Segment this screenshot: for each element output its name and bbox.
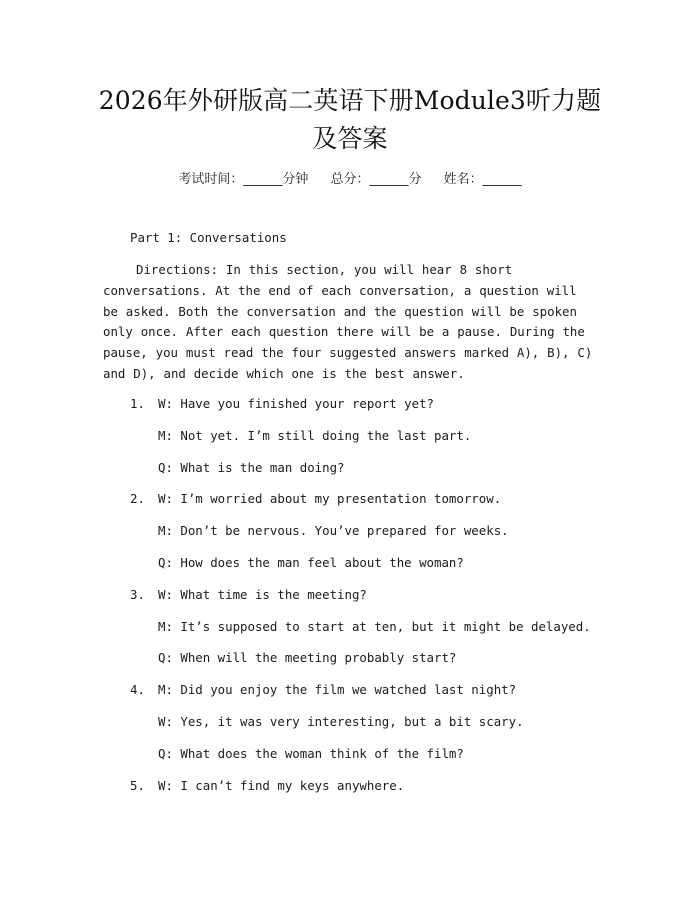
dialogue-line: M: Did you enjoy the film we watched last night? xyxy=(158,682,517,698)
question-line: Q: What is the man doing? xyxy=(158,459,345,475)
question-item xyxy=(0,491,700,586)
question-number: 1. xyxy=(130,396,145,411)
question-number: 4. xyxy=(130,682,145,698)
student-name-field: 姓名：______ xyxy=(443,172,522,187)
exam-info-line xyxy=(0,168,700,187)
question-line: Q: When will the meeting probably start? xyxy=(158,650,457,666)
dialogue-line: W: Have you finished your report yet? xyxy=(158,396,435,411)
dialogue-line: M: Not yet. I’m still doing the last part. xyxy=(158,427,472,443)
dialogue-line: W: Yes, it was very interesting, but a bit scary. xyxy=(158,713,524,729)
directions-paragraph: Directions: In this section, you will hear 8 short conversations. At the end of each conversation, a question will be asked. Both the conversation and the question will be spoken only once. After each question there will be a pause. During the pause, you must read the four suggested answers marked A), B), C) and D), and decide which one is the best answer. xyxy=(103,262,593,381)
dialogue-line: W: I’m worried about my presentation tomorrow. xyxy=(158,491,502,507)
part-heading: Part 1: Conversations xyxy=(130,230,287,245)
dialogue-line: M: Don’t be nervous. You’ve prepared for weeks. xyxy=(158,523,509,539)
question-number: 3. xyxy=(130,586,145,602)
question-item xyxy=(0,396,700,491)
question-number: 2. xyxy=(130,491,145,507)
question-line: Q: What does the woman think of the film? xyxy=(158,745,464,761)
question-line: Q: How does the man feel about the woman? xyxy=(158,554,464,570)
dialogue-line: W: I can’t find my keys anywhere. xyxy=(158,777,405,793)
total-score-field: 总分：______分 xyxy=(330,172,422,187)
document-title: 2026年外研版高二英语下册Module3听力题及答案 xyxy=(98,86,602,153)
question-item xyxy=(0,587,700,682)
exam-time-field: 考试时间：______分钟 xyxy=(178,172,309,187)
dialogue-line: W: What time is the meeting? xyxy=(158,586,367,602)
question-list xyxy=(0,396,700,809)
question-item xyxy=(0,682,700,777)
question-number: 5. xyxy=(130,777,145,793)
question-item xyxy=(0,778,700,810)
dialogue-line: M: It’s supposed to start at ten, but it might be delayed. xyxy=(158,618,591,634)
